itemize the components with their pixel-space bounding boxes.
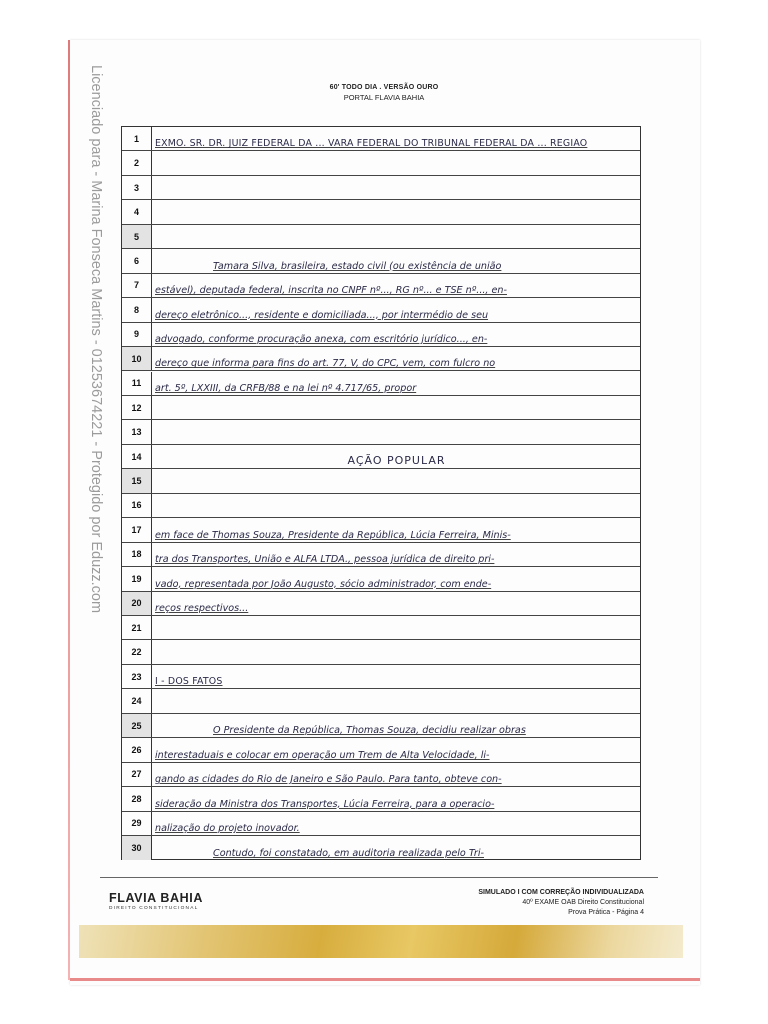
handwritten-text: Tamara Silva, brasileira, estado civil (ou existência de união bbox=[213, 260, 502, 272]
header-subtitle: PORTAL FLAVIA BAHIA bbox=[343, 93, 425, 102]
line-number: 20 bbox=[122, 592, 152, 615]
handwritten-text: art. 5º, LXXIII, da CRFB/88 e na lei nº 4.717/65, propor bbox=[155, 382, 417, 394]
handwritten-text: tra dos Transportes, União e ALFA LTDA., pessoa jurídica de direito pri- bbox=[155, 554, 495, 566]
answer-line bbox=[122, 396, 640, 420]
answer-line bbox=[122, 274, 640, 298]
handwritten-text: I - DOS FATOS bbox=[155, 676, 223, 688]
answer-line bbox=[122, 787, 640, 811]
decorative-gold-band bbox=[79, 925, 683, 958]
footer-line-3: Prova Prática - Página 4 bbox=[568, 909, 644, 916]
line-number: 27 bbox=[122, 763, 152, 786]
answer-line bbox=[122, 738, 640, 762]
handwritten-text: reços respectivos... bbox=[155, 602, 249, 614]
brand-tagline: DIREITO CONSTITUCIONAL bbox=[109, 906, 199, 911]
answer-line bbox=[122, 640, 640, 664]
footer-info bbox=[478, 888, 644, 918]
answer-line bbox=[122, 347, 640, 371]
answer-line bbox=[122, 372, 640, 396]
line-number: 12 bbox=[122, 396, 152, 419]
answer-line bbox=[122, 518, 640, 542]
handwritten-text: O Presidente da República, Thomas Souza, decidiu realizar obras bbox=[213, 725, 526, 737]
answer-line bbox=[122, 127, 640, 151]
line-number: 1 bbox=[122, 127, 152, 150]
line-number: 15 bbox=[122, 469, 152, 492]
handwritten-text: EXMO. SR. DR. JUIZ FEDERAL DA ... VARA FEDERAL DO TRIBUNAL FEDERAL DA ... REGIÃO bbox=[155, 138, 588, 150]
answer-line bbox=[122, 836, 640, 860]
line-number: 2 bbox=[122, 151, 152, 174]
answer-line bbox=[122, 689, 640, 713]
handwritten-text: AÇÃO POPULAR bbox=[347, 454, 446, 468]
line-number: 8 bbox=[122, 298, 152, 321]
handwritten-text: advogado, conforme procuração anexa, com escritório jurídico..., en- bbox=[155, 334, 488, 346]
line-number: 9 bbox=[122, 323, 152, 346]
handwritten-text: sideração da Ministra dos Transportes, Lúcia Ferreira, para a operacio- bbox=[155, 798, 495, 810]
handwritten-text: vado, representada por João Augusto, sócio administrador, com ende- bbox=[155, 578, 492, 590]
footer-line-1: SIMULADO I COM CORREÇÃO INDIVIDUALIZADA bbox=[478, 889, 644, 896]
answer-line bbox=[122, 543, 640, 567]
line-number: 16 bbox=[122, 494, 152, 517]
answer-line bbox=[122, 714, 640, 738]
line-number: 22 bbox=[122, 640, 152, 663]
brand-name: FLAVIA BAHIA bbox=[109, 891, 203, 905]
line-number: 21 bbox=[122, 616, 152, 639]
handwritten-text: dereço que informa para fins do art. 77, V, do CPC, vem, com fulcro no bbox=[155, 358, 496, 370]
line-number: 11 bbox=[122, 372, 152, 395]
brand-logo bbox=[109, 891, 203, 911]
answer-line bbox=[122, 298, 640, 322]
handwritten-text: nalização do projeto inovador. bbox=[155, 823, 300, 835]
answer-line bbox=[122, 151, 640, 175]
line-number: 25 bbox=[122, 714, 152, 737]
answer-line bbox=[122, 812, 640, 836]
handwritten-text: Contudo, foi constatado, em auditoria realizada pelo Tri- bbox=[213, 848, 485, 860]
handwritten-text: gando as cidades do Rio de Janeiro e São Paulo. Para tanto, obteve con- bbox=[155, 774, 502, 786]
page-header bbox=[0, 84, 768, 102]
answer-line bbox=[122, 445, 640, 469]
line-number: 24 bbox=[122, 689, 152, 712]
answer-line bbox=[122, 249, 640, 273]
line-number: 10 bbox=[122, 347, 152, 370]
line-number: 4 bbox=[122, 200, 152, 223]
answer-line bbox=[122, 592, 640, 616]
line-number: 13 bbox=[122, 420, 152, 443]
license-watermark: Licenciado para - Marina Fonseca Martins - 01253674221 - Protegido por Eduzz.com bbox=[88, 65, 104, 614]
answer-line bbox=[122, 200, 640, 224]
answer-line bbox=[122, 494, 640, 518]
line-number: 29 bbox=[122, 812, 152, 835]
answer-line bbox=[122, 225, 640, 249]
page-edge-left bbox=[68, 40, 70, 980]
answer-line bbox=[122, 420, 640, 444]
handwritten-text: em face de Thomas Souza, Presidente da República, Lúcia Ferreira, Minis- bbox=[155, 529, 511, 541]
line-number: 30 bbox=[122, 836, 152, 860]
line-number: 23 bbox=[122, 665, 152, 688]
answer-line bbox=[122, 567, 640, 591]
handwritten-text: estável), deputada federal, inscrita no CNPF nº..., RG nº... e TSE nº..., en- bbox=[155, 285, 507, 297]
line-number: 6 bbox=[122, 249, 152, 272]
line-number: 18 bbox=[122, 543, 152, 566]
handwritten-text: dereço eletrônico..., residente e domiciliada..., por intermédio de seu bbox=[155, 309, 489, 321]
answer-line bbox=[122, 616, 640, 640]
line-number: 5 bbox=[122, 225, 152, 248]
handwritten-text: interestaduais e colocar em operação um Trem de Alta Velocidade, li- bbox=[155, 749, 490, 761]
lined-answer-grid bbox=[121, 126, 641, 860]
line-number: 26 bbox=[122, 738, 152, 761]
footer-line-2: 40º EXAME OAB Direito Constitucional bbox=[522, 899, 644, 906]
answer-line bbox=[122, 763, 640, 787]
line-number: 19 bbox=[122, 567, 152, 590]
line-number: 17 bbox=[122, 518, 152, 541]
line-number: 7 bbox=[122, 274, 152, 297]
line-number: 3 bbox=[122, 176, 152, 199]
page-edge-bottom bbox=[70, 978, 700, 981]
answer-line bbox=[122, 323, 640, 347]
header-title: 60' TODO DIA . VERSÃO OURO bbox=[329, 84, 439, 91]
line-number: 28 bbox=[122, 787, 152, 810]
answer-line bbox=[122, 176, 640, 200]
footer-divider bbox=[100, 877, 658, 878]
answer-line bbox=[122, 665, 640, 689]
line-number: 14 bbox=[122, 445, 152, 468]
answer-line bbox=[122, 469, 640, 493]
